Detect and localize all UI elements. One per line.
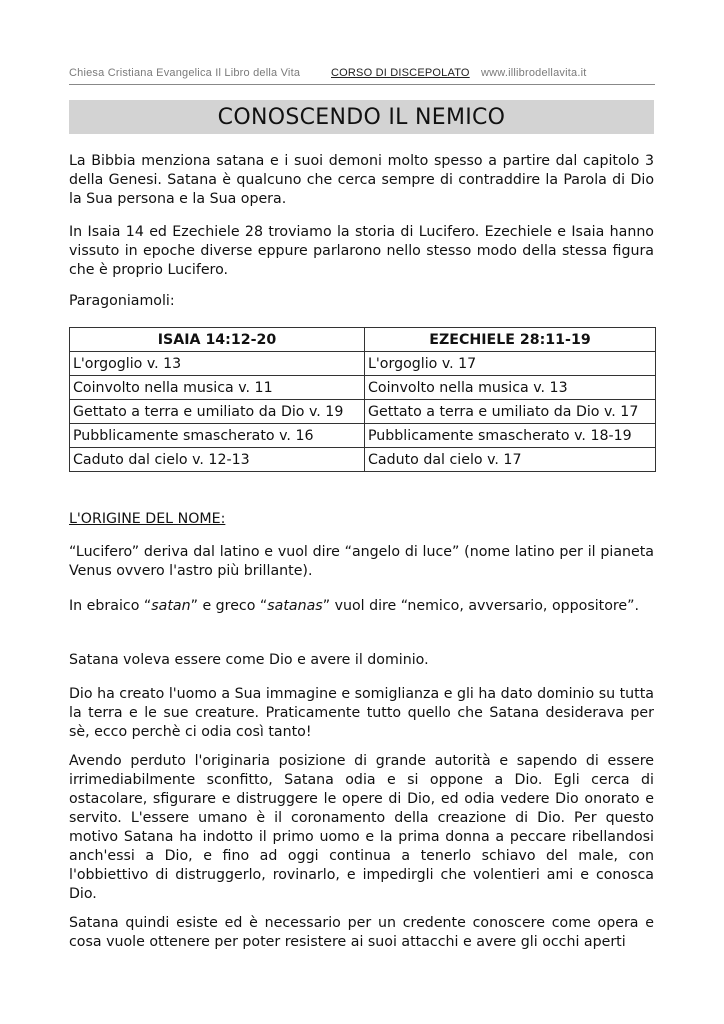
table-row	[70, 448, 656, 472]
column-header-ezechiele: EZECHIELE 28:11-19	[365, 328, 656, 352]
table-cell: Gettato a terra e umiliato da Dio v. 17	[365, 400, 656, 424]
table-cell: Coinvolto nella musica v. 11	[70, 376, 365, 400]
table-cell: Coinvolto nella musica v. 13	[365, 376, 656, 400]
table-header-row	[70, 328, 656, 352]
text-run: ” e greco “	[190, 598, 268, 614]
table-row	[70, 400, 656, 424]
intro-paragraph-2: In Isaia 14 ed Ezechiele 28 troviamo la storia di Lucifero. Ezechiele e Isaia hanno vissuto in epoche diverse eppure parlarono nello stesso modo della stessa figura che è proprio Lucifero.	[69, 224, 654, 278]
origin-paragraph-5: Avendo perduto l'originaria posizione di grande autorità e sapendo di essere irrimediabilmente sconfitto, Satana odia e si oppone a Dio. Egli cerca di ostacolare, sfigurare e distruggere le opere di Dio, ed odia vedere Dio onorato e servito. L'essere umano è il coronamento della creazione di Dio. Per questo motivo Satana ha indotto il primo uomo e la prima donna a peccare ribellandosi anch'essi a Dio, e fino ad oggi continua a tenerlo schiavo del male, con l'obbiettivo di distruggerlo, rovinarlo, e impedirgli che volentieri ami e conosca Dio.	[69, 753, 654, 902]
page-header	[69, 66, 655, 85]
origin-paragraph-2	[69, 597, 654, 616]
table-cell: Caduto dal cielo v. 12-13	[70, 448, 365, 472]
table-cell: Gettato a terra e umiliato da Dio v. 19	[70, 400, 365, 424]
table-cell: L'orgoglio v. 13	[70, 352, 365, 376]
header-course-title: CORSO DI DISCEPOLATO	[331, 67, 470, 79]
intro-paragraph-3: Paragoniamoli:	[69, 293, 175, 309]
text-run: In ebraico “	[69, 598, 152, 614]
word-satanas: satanas	[267, 598, 323, 614]
table-cell: Pubblicamente smascherato v. 18-19	[365, 424, 656, 448]
header-website: www.illibrodellavita.it	[481, 67, 587, 79]
origin-paragraph-3: Satana voleva essere come Dio e avere il dominio.	[69, 652, 429, 668]
table-cell: L'orgoglio v. 17	[365, 352, 656, 376]
table-row	[70, 376, 656, 400]
origin-paragraph-4: Dio ha creato l'uomo a Sua immagine e somiglianza e gli ha dato dominio su tutta la terra e le sue creature. Praticamente tutto quello che Satana desiderava per sè, ecco perchè ci odia così tanto!	[69, 686, 654, 740]
page-title: CONOSCENDO IL NEMICO	[217, 105, 506, 130]
title-bar	[69, 100, 654, 134]
comparison-table	[69, 327, 656, 472]
table-row	[70, 352, 656, 376]
origin-paragraph-1: “Lucifero” deriva dal latino e vuol dire “angelo di luce” (nome latino per il pianeta Venus ovvero l'astro più brillante).	[69, 544, 654, 579]
column-header-isaia: ISAIA 14:12-20	[70, 328, 365, 352]
table-cell: Caduto dal cielo v. 17	[365, 448, 656, 472]
section-heading-origin: L'ORIGINE DEL NOME:	[69, 511, 226, 527]
origin-paragraph-6: Satana quindi esiste ed è necessario per un credente conoscere come opera e cosa vuole ottenere per poter resistere ai suoi attacchi e avere gli occhi aperti	[69, 915, 654, 950]
table-row	[70, 424, 656, 448]
header-church-name: Chiesa Cristiana Evangelica Il Libro della Vita	[69, 67, 301, 79]
intro-paragraph-1: La Bibbia menziona satana e i suoi demoni molto spesso a partire dal capitolo 3 della Genesi. Satana è qualcuno che cerca sempre di contraddire la Parola di Dio la Sua persona e la Sua opera.	[69, 153, 654, 207]
table-cell: Pubblicamente smascherato v. 16	[70, 424, 365, 448]
text-run: ” vuol dire “nemico, avversario, oppositore”.	[322, 598, 640, 614]
word-satan: satan	[151, 598, 191, 614]
